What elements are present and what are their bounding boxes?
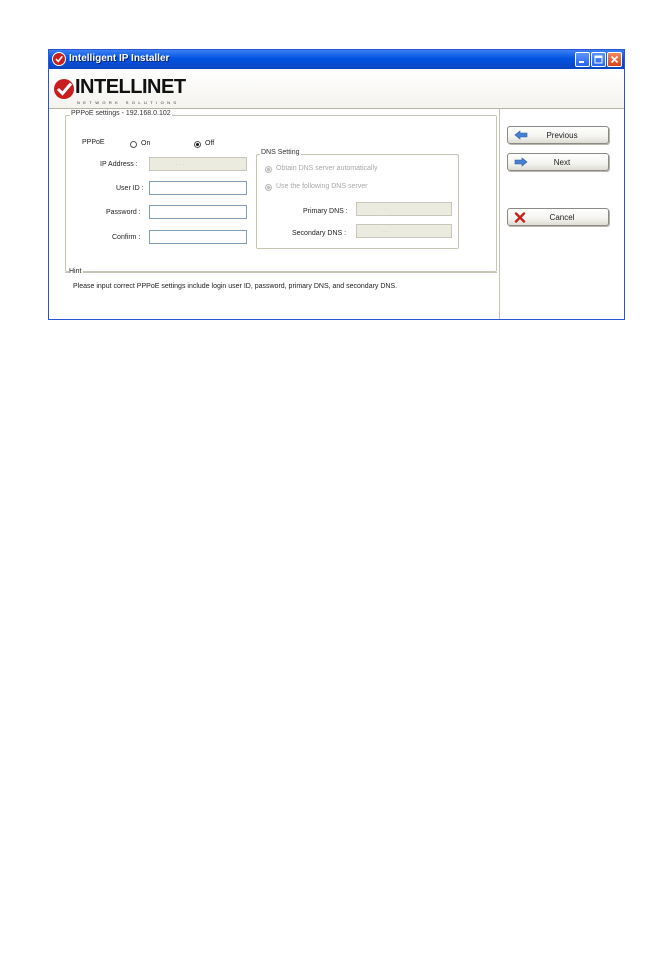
brand-logo-icon (53, 78, 77, 100)
app-logo-icon (52, 52, 66, 66)
dns-manual-radio (265, 184, 272, 191)
password-field[interactable] (149, 205, 247, 219)
primary-dns-value: . . . (381, 206, 390, 212)
primary-dns-field (356, 202, 452, 216)
content-panel (49, 109, 624, 319)
primary-dns-label: Primary DNS : (303, 208, 348, 215)
secondary-dns-field (356, 224, 452, 238)
hint-text: Please input correct PPPoE settings include login user ID, password, primary DNS, and secondary DNS. (73, 283, 398, 290)
ip-address-value: . . . (176, 161, 185, 167)
secondary-dns-value: . . . (381, 228, 390, 234)
dns-auto-radio (265, 166, 272, 173)
installer-window (48, 49, 625, 320)
maximize-icon (592, 53, 605, 66)
confirm-input[interactable] (150, 237, 246, 249)
pppoe-on-label[interactable]: On (141, 140, 151, 147)
confirm-label: Confirm : (112, 234, 141, 241)
close-icon (608, 53, 621, 66)
next-button-label: Next (553, 158, 571, 167)
cancel-button-label: Cancel (549, 213, 575, 222)
user-id-field[interactable] (149, 181, 247, 195)
button-column-divider (499, 109, 500, 319)
brand-header (49, 69, 624, 109)
ip-address-field (149, 157, 247, 171)
window-title: Intelligent IP Installer (69, 53, 170, 64)
dns-manual-label: Use the following DNS server (276, 183, 368, 190)
minimize-icon (576, 53, 589, 66)
pppoe-on-radio[interactable] (130, 141, 137, 148)
title-bar[interactable] (49, 50, 624, 69)
maximize-button[interactable] (591, 52, 606, 67)
cancel-button[interactable] (507, 208, 609, 226)
password-label: Password : (106, 209, 141, 216)
next-button[interactable] (507, 153, 609, 171)
dns-group-legend: DNS Setting (261, 149, 300, 156)
hint-divider (65, 272, 497, 273)
user-id-label: User ID : (116, 185, 144, 192)
pppoe-group-legend: PPPoE settings - 192.168.0.102 (71, 110, 171, 117)
pppoe-label: PPPoE (82, 139, 105, 146)
pppoe-off-radio[interactable] (194, 141, 201, 148)
minimize-button[interactable] (575, 52, 590, 67)
secondary-dns-label: Secondary DNS : (292, 230, 347, 237)
dns-auto-label: Obtain DNS server automatically (276, 165, 378, 172)
password-input[interactable] (150, 212, 246, 224)
previous-button-label: Previous (546, 131, 578, 140)
hint-title: Hint (69, 268, 82, 275)
previous-button[interactable] (507, 126, 609, 144)
brand-name: INTELLINET (75, 76, 186, 98)
close-button[interactable] (607, 52, 622, 67)
brand-tagline: NETWORK SOLUTIONS (77, 100, 180, 105)
confirm-field[interactable] (149, 230, 247, 244)
ip-address-label: IP Address : (100, 161, 138, 168)
pppoe-off-label[interactable]: Off (205, 140, 215, 147)
user-id-input[interactable] (150, 188, 246, 200)
